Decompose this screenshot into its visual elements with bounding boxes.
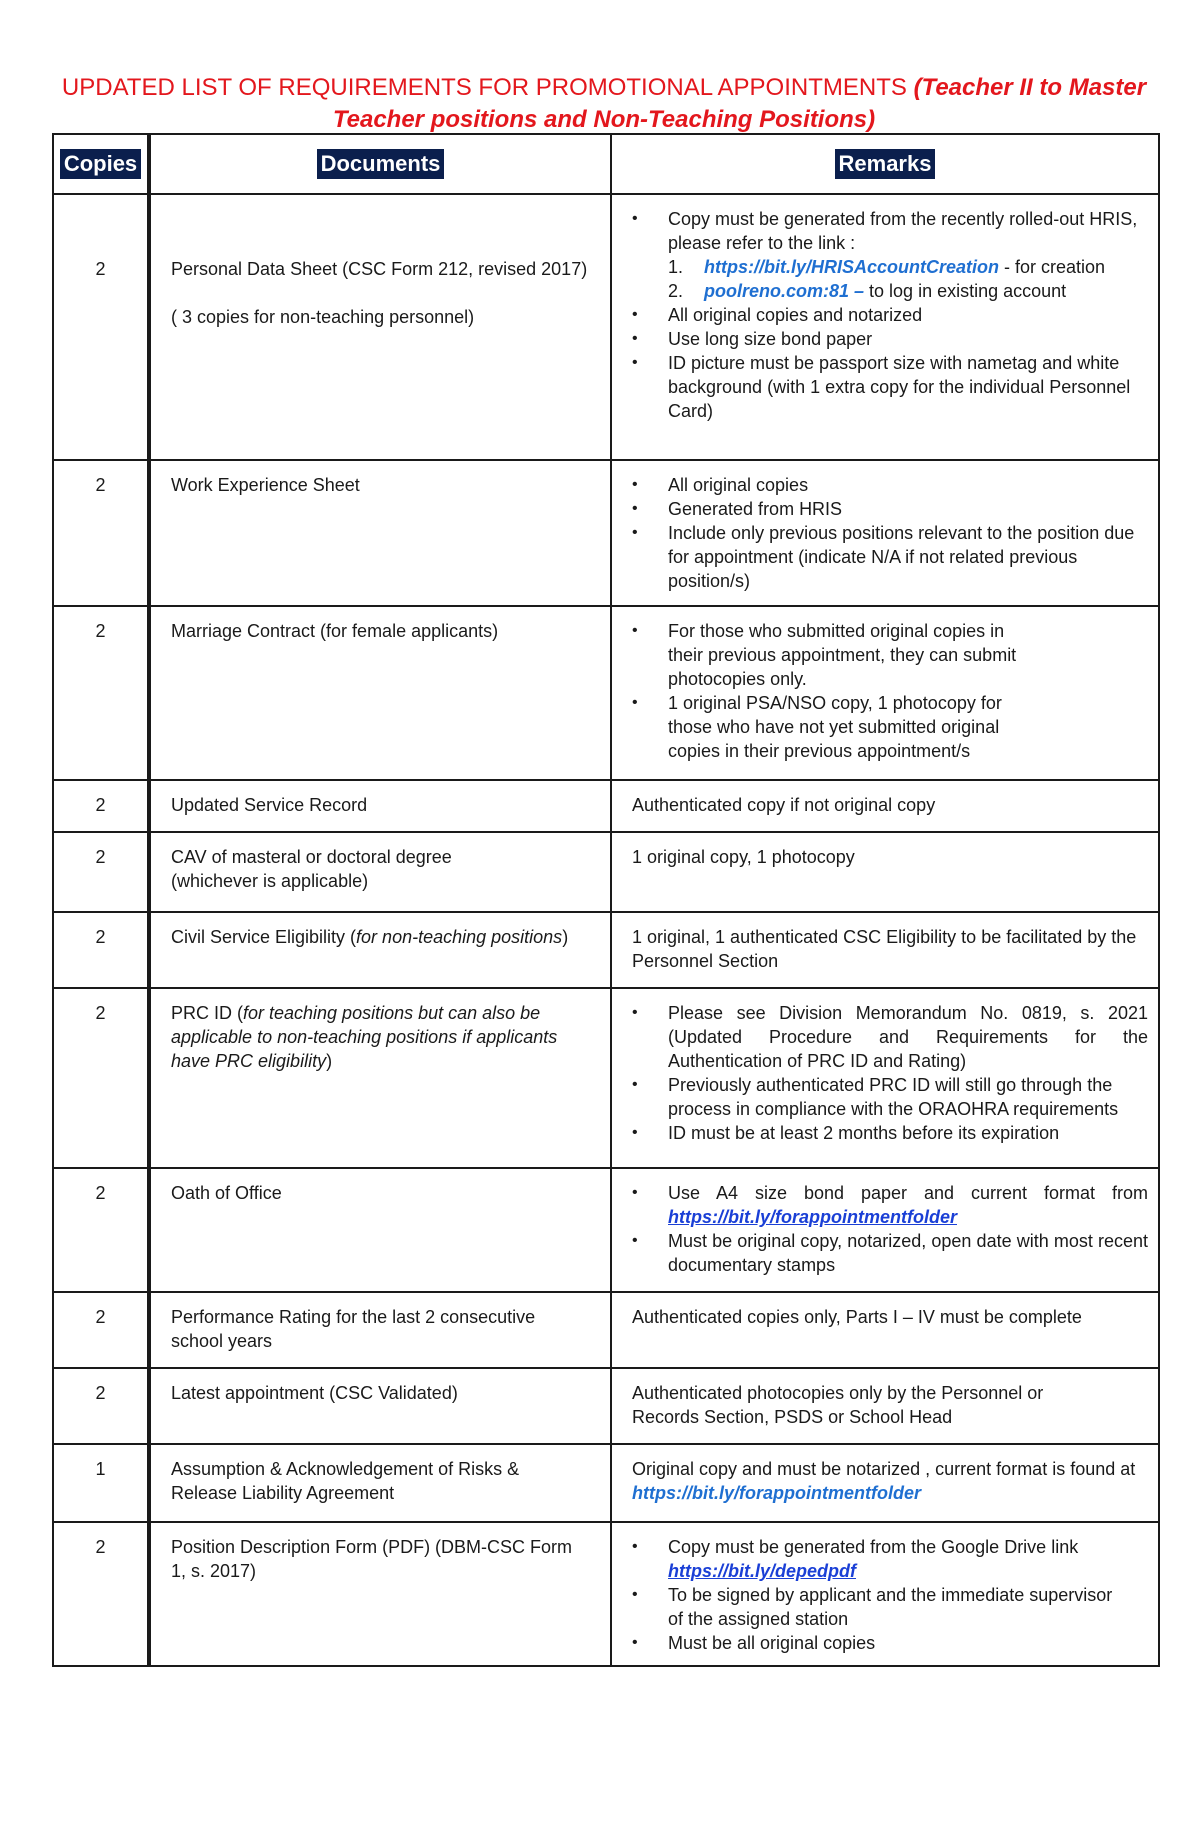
remarks-cell (611, 1168, 1159, 1292)
remarks-cell: 1 original copy, 1 photocopy (611, 832, 1159, 912)
list-item: • All original copies (632, 473, 1148, 497)
list-item: • Use A4 size bond paper and current format from https://bit.ly/forappointmentfolder (632, 1181, 1148, 1229)
document-cell (149, 460, 611, 606)
document-name: Personal Data Sheet (CSC Form 212, revised 2017) (171, 259, 588, 279)
copies-cell: 2 (53, 1522, 149, 1666)
remarks-list (632, 619, 1148, 763)
document-cell (149, 912, 611, 988)
header-documents: Documents (149, 134, 611, 194)
remarks-cell (611, 1522, 1159, 1666)
table-row (53, 194, 1159, 460)
forappointmentfolder-link[interactable]: https://bit.ly/forappointmentfolder (632, 1483, 921, 1503)
document-name: Position Description Form (PDF) (DBM-CSC Form 1, s. 2017) (171, 1537, 573, 1581)
document-cell (149, 1444, 611, 1522)
table-row (53, 832, 1159, 912)
table-row (53, 1168, 1159, 1292)
list-item: • Generated from HRIS (632, 497, 1148, 521)
list-item: • Use long size bond paper (632, 327, 1148, 351)
requirements-table (52, 133, 1160, 1667)
document-cell (149, 194, 611, 460)
document-name: Oath of Office (171, 1183, 282, 1203)
table-row (53, 912, 1159, 988)
list-item: • All original copies and notarized (632, 303, 1148, 327)
document-cell (149, 1168, 611, 1292)
table-row (53, 1292, 1159, 1368)
hris-login-link[interactable]: poolreno.com:81 – (704, 281, 865, 301)
table-row (53, 780, 1159, 832)
copies-cell: 2 (53, 780, 149, 832)
list-item: • ID picture must be passport size with nametag and white background (with 1 extra copy for the individual Personnel Card) (632, 351, 1148, 423)
remarks-cell (611, 194, 1159, 460)
depedpdf-link[interactable]: https://bit.ly/depedpdf (668, 1561, 856, 1581)
copies-cell: 2 (53, 194, 149, 460)
copies-cell: 2 (53, 912, 149, 988)
list-item: • Please see Division Memorandum No. 0819, s. 2021 (Updated Procedure and Requirements for the Authentication of PRC ID and Rating) (632, 1001, 1148, 1073)
document-note: ( 3 copies for non-teaching personnel) (171, 307, 475, 327)
copies-cell: 2 (53, 1168, 149, 1292)
remarks-cell (611, 988, 1159, 1168)
document-name: Civil Service Eligibility (for non-teaching positions) (171, 927, 569, 947)
list-item: • Must be original copy, notarized, open date with most recent documentary stamps (632, 1229, 1148, 1277)
remarks-cell: 1 original, 1 authenticated CSC Eligibility to be facilitated by the Personnel Section (611, 912, 1159, 988)
document-cell (149, 1368, 611, 1444)
table-row (53, 1368, 1159, 1444)
table-row (53, 606, 1159, 780)
copies-cell: 2 (53, 460, 149, 606)
table-row (53, 1522, 1159, 1666)
list-item: 2. poolreno.com:81 – to log in existing account (668, 281, 1067, 301)
copies-cell: 2 (53, 832, 149, 912)
copies-cell: 2 (53, 606, 149, 780)
list-item: • ID must be at least 2 months before its expiration (632, 1121, 1148, 1145)
forappointmentfolder-link[interactable]: https://bit.ly/forappointmentfolder (668, 1207, 957, 1227)
table-row (53, 1444, 1159, 1522)
document-cell (149, 606, 611, 780)
document-name: PRC ID (for teaching positions but can also be applicable to non-teaching positions if applicants have PRC eligibility) (171, 1003, 558, 1071)
title-positions: (Teacher II to Master Teacher positions and Non-Teaching Positions) (332, 74, 1147, 133)
list-item: • 1 original PSA/NSO copy, 1 photocopy for those who have not yet submitted original copies in their previous appointment/s (632, 691, 1038, 763)
document-cell (149, 780, 611, 832)
document-title (52, 72, 1156, 136)
table-row (53, 460, 1159, 606)
remarks-list (632, 1001, 1148, 1145)
list-item: • Previously authenticated PRC ID will still go through the process in compliance with the ORAOHRA requirements (632, 1073, 1148, 1121)
copies-cell: 2 (53, 988, 149, 1168)
remarks-list (632, 473, 1148, 593)
remarks-cell (611, 460, 1159, 606)
copies-cell: 1 (53, 1444, 149, 1522)
header-remarks: Remarks (611, 134, 1159, 194)
remarks-list (632, 1535, 1148, 1655)
document-cell (149, 1522, 611, 1666)
list-item: • Copy must be generated from the recently rolled-out HRIS, please refer to the link : 1. https://bit.ly/HRISAccountCreation - for creation 2. poolreno.com:81 – to log in existing account (632, 207, 1148, 303)
document-name: Assumption & Acknowledgement of Risks & Release Liability Agreement (171, 1459, 520, 1503)
copies-cell: 2 (53, 1368, 149, 1444)
remarks-cell: Authenticated copy if not original copy (611, 780, 1159, 832)
document-name: Work Experience Sheet (171, 475, 360, 495)
document-name: CAV of masteral or doctoral degree (whichever is applicable) (171, 847, 452, 891)
document-name: Latest appointment (CSC Validated) (171, 1383, 458, 1403)
remarks-list (632, 1181, 1148, 1277)
list-item: • To be signed by applicant and the immediate supervisor of the assigned station (632, 1583, 1128, 1631)
list-item: • Copy must be generated from the Google Drive link https://bit.ly/depedpdf (632, 1535, 1128, 1583)
list-item: • For those who submitted original copies in their previous appointment, they can submit photocopies only. (632, 619, 1038, 691)
remarks-cell (611, 606, 1159, 780)
link-list (668, 255, 1148, 303)
document-name: Performance Rating for the last 2 consecutive school years (171, 1307, 536, 1351)
hris-account-creation-link[interactable]: https://bit.ly/HRISAccountCreation (704, 257, 1000, 277)
list-item: 1. https://bit.ly/HRISAccountCreation - for creation (668, 257, 1106, 277)
title-main: UPDATED LIST OF REQUIREMENTS FOR PROMOTIONAL APPOINTMENTS (61, 74, 914, 101)
list-item: • Must be all original copies (632, 1631, 1128, 1655)
document-cell (149, 1292, 611, 1368)
remarks-cell: Authenticated copies only, Parts I – IV must be complete (611, 1292, 1159, 1368)
table-header-row (53, 134, 1159, 194)
remarks-cell: Authenticated photocopies only by the Personnel or Records Section, PSDS or School Head (611, 1368, 1159, 1444)
document-cell (149, 988, 611, 1168)
header-copies: Copies (53, 134, 149, 194)
list-item: • Include only previous positions relevant to the position due for appointment (indicate N/A if not related previous position/s) (632, 521, 1148, 593)
table-row (53, 988, 1159, 1168)
document-name: Marriage Contract (for female applicants) (171, 621, 499, 641)
copies-cell: 2 (53, 1292, 149, 1368)
remarks-list (632, 207, 1148, 423)
document-name: Updated Service Record (171, 795, 368, 815)
remarks-cell: Original copy and must be notarized , current format is found at https://bit.ly/forappointmentfolder (611, 1444, 1159, 1522)
document-cell (149, 832, 611, 912)
